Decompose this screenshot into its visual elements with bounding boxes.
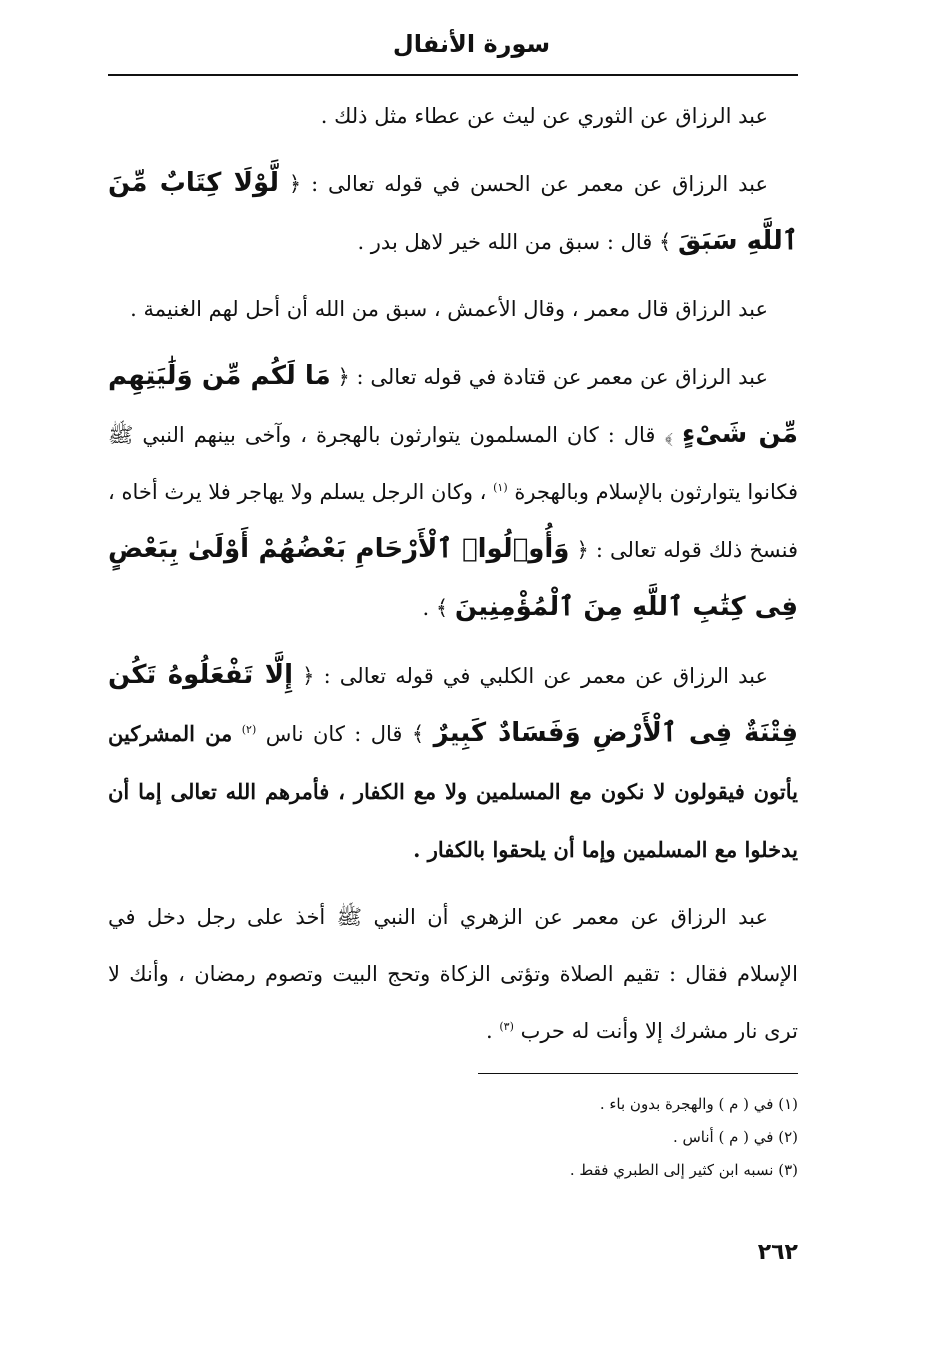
paragraph-text: ﴾ قال : كان المسلمون يتوارثون بالهجرة ، وآخى بينهم النبي ﷺ فكانوا يتوارثون بالإسلام وبالهجرة (108, 423, 798, 504)
footnote-divider (478, 1073, 798, 1074)
footnote-ref: (٣) (499, 1020, 514, 1033)
paragraph-text: عبد الرزاق عن معمر عن الكلبي في قوله تعالى : ﴿ (302, 664, 768, 688)
paragraph-text: عبد الرزاق عن معمر عن الزهري أن النبي ﷺ أخذ على رجل دخل في الإسلام فقال : تقيم الصلاة وتؤتى الزكاة وتحج البيت وتصوم رمضان ، وأنك لا ترى نار مشرك إلا وأنت له حرب (108, 905, 798, 1043)
paragraph-text: ، وكان الرجل يسلم ولا يهاجر فلا يرث أخاه ، فنسخ ذلك قوله تعالى : ﴿ (108, 480, 798, 562)
paragraph-text: عبد الرزاق قال معمر ، وقال الأعمش ، سبق من الله أن أحل لهم الغنيمة . (130, 297, 768, 321)
paragraph-1 (108, 88, 798, 145)
paragraph-text: . (485, 1019, 493, 1043)
quran-verse: إِلَّا تَفْعَلُوهُ تَكُن فِتْنَةٌ فِى ٱلْأَرْضِ وَفَسَادٌ كَبِيرٌ (108, 660, 798, 748)
header-divider (108, 74, 798, 76)
paragraph-text: من المشركين يأتون فيقولون لا نكون مع المسلمين ولا مع الكفار ، فأمرهم الله تعالى إما أن يدخلوا مع المسلمين وإما أن يلحقوا بالكفار . (108, 721, 798, 862)
paragraph-text: عبد الرزاق عن معمر عن الحسن في قوله تعالى : ﴿ (288, 172, 768, 196)
footnote-1: (١) في ( م ) والهجرة بدون باء . (599, 1095, 798, 1113)
footnote-2: (٢) في ( م ) أناس . (672, 1128, 798, 1146)
footnote-ref: (٢) (241, 723, 257, 736)
paragraph-6 (108, 889, 798, 1060)
page-number: ٢٦٢ (757, 1240, 798, 1265)
quran-verse: مَا لَكُم مِّن وَلَٰيَتِهِم مِّن شَىْءٍ (108, 361, 798, 449)
page-title: سورة الأنفال (392, 30, 551, 58)
footnotes (400, 1088, 798, 1187)
paragraph-text: عبد الرزاق عن الثوري عن ليث عن عطاء مثل ذلك . (320, 104, 768, 128)
paragraph-2 (108, 155, 798, 271)
quran-verse: لَّوْلَا كِتَابٌ مِّنَ ٱللَّهِ سَبَقَ (108, 168, 798, 256)
paragraph-5 (108, 647, 798, 879)
footnote-3: (٣) نسبه ابن كثير إلى الطبري فقط . (569, 1161, 798, 1179)
paragraph-text: عبد الرزاق عن معمر عن قتادة في قوله تعالى : ﴿ (337, 365, 768, 389)
quran-verse: وَأُو۟لُوا۟ ٱلْأَرْحَامِ بَعْضُهُمْ أَوْلَىٰ بِبَعْضٍ فِى كِتَٰبِ ٱللَّهِ مِنَ ٱلْمُؤْمِنِينَ (108, 534, 798, 622)
footnote-ref: (١) (493, 481, 508, 494)
paragraph-4 (108, 348, 798, 637)
paragraph-text: ﴾ قال : كان ناس (265, 722, 425, 746)
paragraph-text: ﴾ قال : سبق من الله خير لاهل بدر . (357, 230, 672, 254)
paragraph-3 (108, 281, 798, 338)
page-body (108, 88, 798, 1070)
paragraph-text: ﴾ . (422, 596, 449, 620)
